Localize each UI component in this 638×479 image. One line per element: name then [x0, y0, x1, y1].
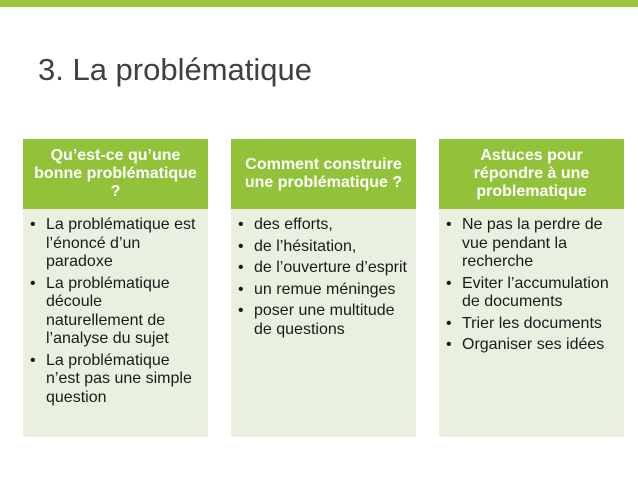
column-good-problematic — [23, 139, 208, 437]
list-item: • poser une multitude de questions — [238, 302, 395, 338]
column-body — [439, 209, 624, 437]
column-header-label: Comment construire une problématique ? — [244, 156, 403, 191]
bullet-icon: • — [238, 216, 244, 233]
top-accent-bar — [0, 0, 638, 7]
column-header-label: Astuces pour répondre à une problematique — [473, 147, 590, 200]
column-header — [23, 139, 208, 209]
list-item: • La problématique découle naturellement de l’analyse du sujet — [30, 274, 170, 347]
bullet-list — [29, 216, 200, 407]
list-item: • La problématique n’est pas une simple question — [30, 351, 192, 406]
bullet-icon: • — [446, 274, 452, 292]
slide-title: 3. La problématique — [38, 52, 313, 87]
list-item: • un remue méninges — [238, 280, 396, 298]
list-item: • de l’hésitation, — [238, 237, 357, 255]
column-how-to-build — [231, 139, 416, 437]
bullet-list — [445, 216, 616, 355]
bullet-icon: • — [446, 336, 452, 353]
list-item: • La problématique est l’énoncé d’un paradoxe — [30, 216, 196, 270]
bullet-icon: • — [30, 351, 36, 369]
column-header — [439, 139, 624, 209]
list-item: • de l’ouverture d’esprit — [238, 259, 407, 276]
bullet-icon: • — [238, 302, 244, 319]
bullet-icon: • — [30, 216, 36, 233]
list-item: • Eviter l’accumulation de documents — [446, 274, 609, 310]
column-body — [231, 209, 416, 437]
column-body — [23, 209, 208, 437]
bullet-list — [237, 216, 408, 339]
bullet-icon: • — [238, 237, 244, 255]
bullet-icon: • — [30, 274, 36, 292]
bullet-icon: • — [238, 280, 244, 298]
bullet-icon: • — [446, 216, 452, 233]
list-item: • Trier les documents — [446, 314, 602, 332]
list-item: • Ne pas la perdre de vue pendant la recherche — [446, 216, 603, 270]
list-item: • des efforts, — [238, 216, 333, 233]
list-item: • Organiser ses idées — [446, 336, 605, 353]
column-tips — [439, 139, 624, 437]
bullet-icon: • — [238, 259, 244, 276]
column-header-label: Qu’est-ce qu’une bonne problématique ? — [34, 147, 197, 200]
column-header — [231, 139, 416, 209]
bullet-icon: • — [446, 314, 452, 332]
